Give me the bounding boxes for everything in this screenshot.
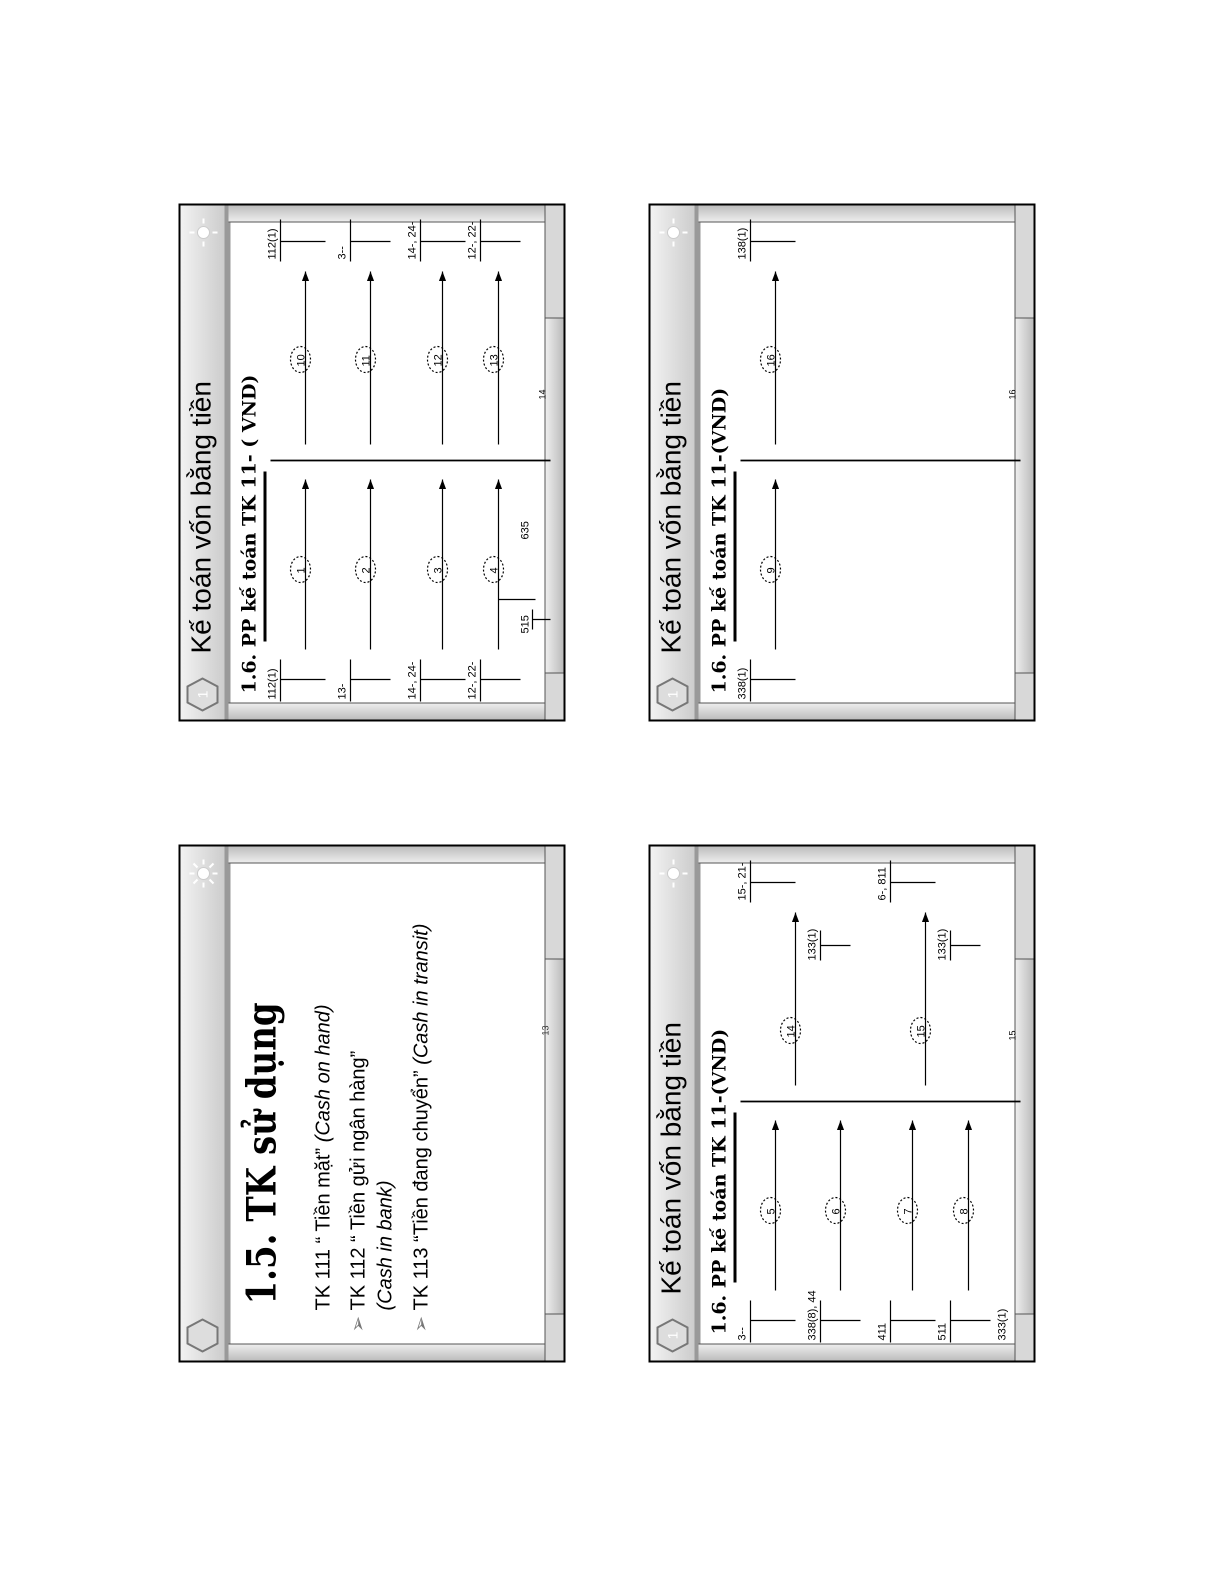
svg-text:3: 3: [432, 567, 445, 574]
section-header: Kế toán vốn bằng tiền: [185, 381, 217, 654]
t-account-diagram: [651, 204, 1036, 720]
svg-text:3--: 3--: [736, 1327, 749, 1341]
svg-text:5: 5: [765, 1208, 778, 1215]
slide-heading: 1.6. PP kế toán TK 11- ( VND): [238, 374, 261, 694]
t-account-diagram: [181, 204, 566, 720]
svg-text:15: 15: [915, 1025, 928, 1038]
slide-title: 1.5. TK sử dụng: [238, 1002, 286, 1305]
svg-text:15: 15: [1007, 1030, 1018, 1041]
svg-text:12-, 22-: 12-, 22-: [466, 221, 479, 260]
slide-15: [649, 845, 1036, 1363]
section-header: Kế toán vốn bằng tiền: [655, 1022, 687, 1295]
t-account-diagram: [651, 845, 1036, 1361]
svg-text:1: 1: [664, 1331, 681, 1340]
page-number: 13: [540, 1025, 551, 1036]
svg-text:112(1): 112(1): [266, 228, 279, 260]
svg-text:112(1): 112(1): [266, 668, 279, 700]
svg-text:511: 511: [936, 1322, 949, 1341]
bullet-tk113: ➢TK 113 “Tiền đang chuyển” (Cash in transit): [409, 893, 436, 1333]
section-header: Kế toán vốn bằng tiền: [655, 381, 687, 654]
svg-text:1: 1: [194, 690, 211, 699]
svg-text:12: 12: [432, 354, 445, 367]
svg-text:7: 7: [902, 1208, 915, 1215]
hexagon-icon: [186, 1319, 220, 1353]
slide-heading: 1.6. PP kế toán TK 11-(VND): [708, 387, 731, 694]
svg-text:133(1): 133(1): [806, 928, 819, 961]
bullet-tk112: ➢TK 112 “ Tiền gửi ngân hàng” (Cash in bank): [347, 1050, 397, 1333]
sun-icon: [189, 859, 219, 889]
svg-text:11: 11: [360, 355, 373, 367]
bullet-tk111: TK 111 “ Tiền mặt” (Cash on hand): [312, 1004, 335, 1311]
svg-text:515: 515: [519, 615, 532, 634]
svg-text:14-, 24-: 14-, 24-: [406, 221, 419, 260]
svg-text:3--: 3--: [336, 246, 349, 260]
svg-text:4: 4: [488, 567, 501, 574]
svg-text:14: 14: [785, 1025, 798, 1038]
svg-text:6-, 811: 6-, 811: [876, 867, 889, 901]
svg-text:1: 1: [295, 567, 308, 574]
svg-text:10: 10: [295, 354, 308, 367]
svg-text:14-, 24-: 14-, 24-: [406, 661, 419, 700]
svg-text:411: 411: [876, 1322, 889, 1341]
svg-text:6: 6: [830, 1208, 843, 1215]
svg-text:16: 16: [1007, 389, 1018, 400]
svg-text:12-, 22-: 12-, 22-: [466, 661, 479, 700]
svg-text:333(1): 333(1): [996, 1308, 1009, 1341]
arrow-bullet-icon: ➢: [347, 1315, 370, 1333]
svg-text:13: 13: [488, 354, 501, 367]
svg-text:1: 1: [664, 690, 681, 699]
slide-13: [179, 845, 566, 1363]
svg-text:338(1): 338(1): [736, 667, 749, 700]
slide-16: [649, 204, 1036, 722]
svg-text:8: 8: [958, 1208, 971, 1215]
svg-text:13-: 13-: [336, 683, 349, 700]
slide-header-bar: [181, 847, 231, 1361]
svg-text:9: 9: [765, 567, 778, 574]
svg-text:14: 14: [537, 389, 548, 400]
svg-text:138(1): 138(1): [736, 227, 749, 260]
svg-text:16: 16: [765, 354, 778, 367]
slide-14: [179, 204, 566, 722]
svg-text:2: 2: [360, 567, 373, 574]
svg-text:338(8), 44: 338(8), 44: [806, 1290, 819, 1341]
svg-text:635: 635: [519, 521, 532, 540]
svg-text:15-, 21-: 15-, 21-: [736, 862, 749, 901]
svg-text:133(1): 133(1): [936, 928, 949, 961]
slide-heading: 1.6. PP kế toán TK 11-(VND): [708, 1028, 731, 1335]
arrow-bullet-icon: ➢: [410, 1315, 433, 1333]
